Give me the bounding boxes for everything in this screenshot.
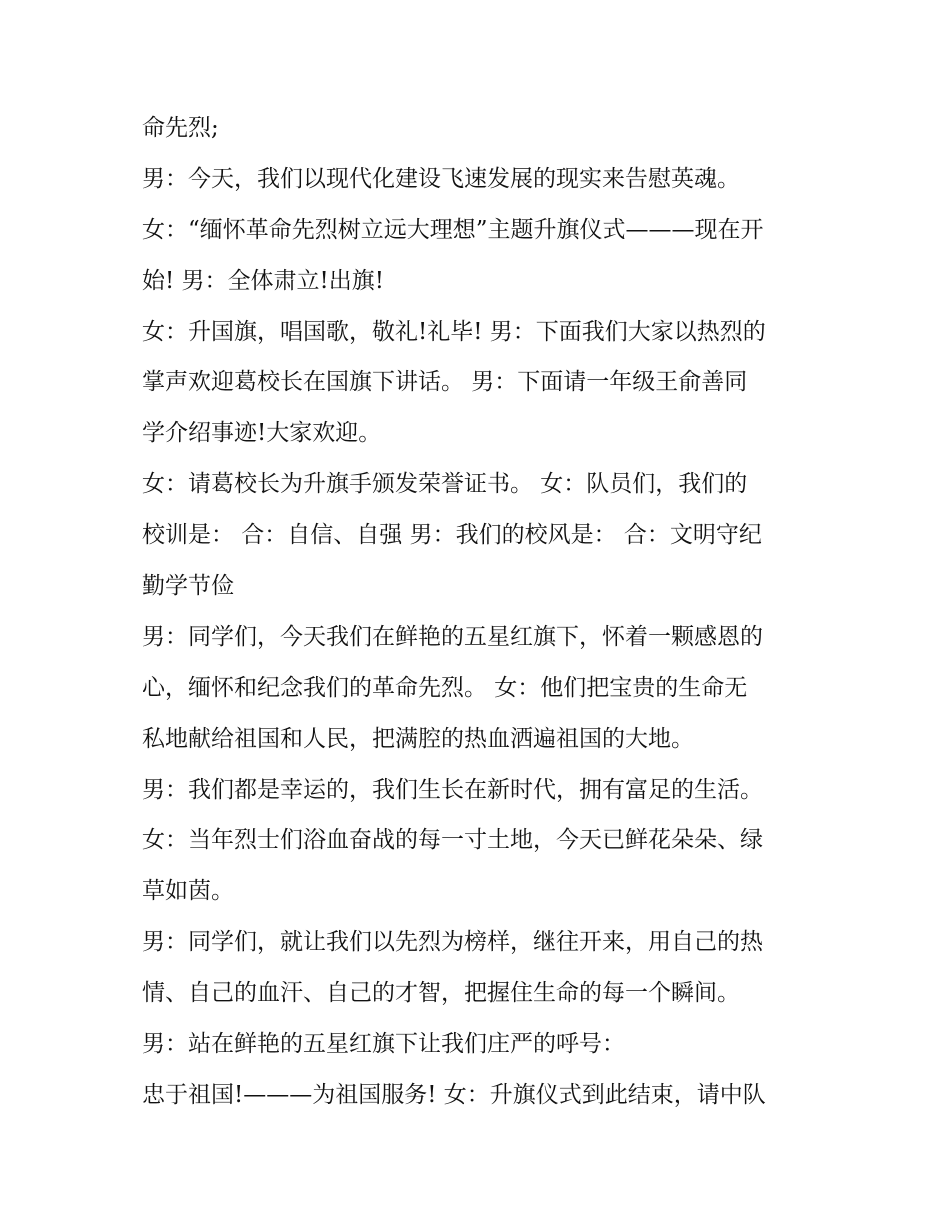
text-line: 男：同学们，今天我们在鲜艳的五星红旗下，怀着一颗感恩的 — [142, 623, 763, 650]
text-line: 私地献给祖国和人民，把满腔的热血洒遍祖国的大地。 — [142, 725, 694, 752]
text-line: 掌声欢迎葛校长在国旗下讲话。 男：下面请一年级王俞善同 — [142, 369, 748, 396]
text-line: 女：请葛校长为升旗手颁发荣誉证书。 女：队员们，我们的 — [142, 471, 748, 498]
text-line: 始! 男：全体肃立!出旗! — [142, 267, 385, 294]
text-line: 男：同学们，就让我们以先烈为榜样，继往开来，用自己的热 — [142, 929, 763, 956]
text-line: 学介绍事迹!大家欢迎。 — [142, 420, 382, 447]
text-line: 男：我们都是幸运的，我们生长在新时代，拥有富足的生活。 — [142, 776, 763, 803]
text-line: 命先烈; — [142, 115, 219, 141]
text-line: 男：站在鲜艳的五星红旗下让我们庄严的呼号： — [142, 1031, 625, 1058]
text-line: 女：升国旗，唱国歌，敬礼!礼毕! 男：下面我们大家以热烈的 — [142, 318, 766, 345]
text-line: 女：“缅怀革命先烈树立远大理想”主题升旗仪式———现在开 — [142, 216, 764, 243]
document-body — [142, 103, 832, 1121]
text-line: 男：今天，我们以现代化建设飞速发展的现实来告慰英魂。 — [142, 165, 740, 192]
text-line: 情、自己的血汗、自己的才智，把握住生命的每一个瞬间。 — [142, 980, 740, 1007]
text-line: 校训是： 合：自信、自强 男：我们的校风是： 合：文明守纪 — [142, 522, 762, 549]
text-line: 心，缅怀和纪念我们的革命先烈。 女：他们把宝贵的生命无 — [142, 674, 748, 701]
text-line: 忠于祖国!———为祖国服务! 女：升旗仪式到此结束，请中队 — [142, 1081, 766, 1108]
text-line: 勤学节俭 — [142, 573, 234, 600]
text-line: 草如茵。 — [142, 878, 234, 905]
text-line: 女：当年烈士们浴血奋战的每一寸土地，今天已鲜花朵朵、绿 — [142, 827, 763, 854]
